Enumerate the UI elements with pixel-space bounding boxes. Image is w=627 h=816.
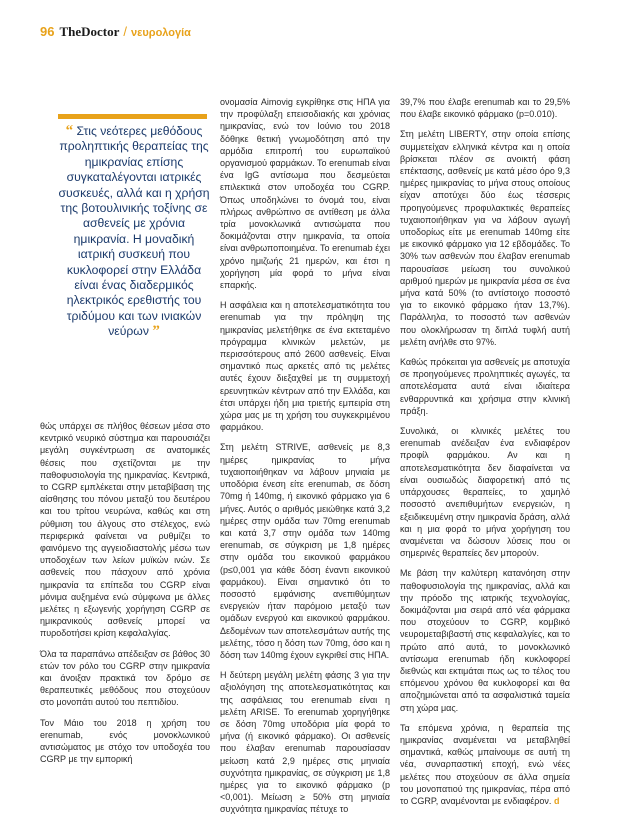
end-of-article-mark: d (553, 795, 560, 806)
paragraph: Η δεύτερη μεγάλη μελέτη φάσης 3 για την αξιολόγηση της αποτελεσματικότητας και της ασφάλειας του erenumab είναι η μελέτη ARISE. Το erenumab χορηγήθηκε σε δόση 70mg υποδόρια μία φορά το μήνα (ή εικονικό φάρμακο). Οι ασθενείς που έλαβαν erenumab παρουσίασαν μείωση κατά 2,9 ημέρες στις μηνιαία συχνότητα ημικρανίας, σε σύγκριση με 1,8 ημέρες για το εικονικό φάρμακο (p <0,001). Μείωση ≥ 50% στη μηνιαία συχνότητα ημικρανίας πέτυχε το (220, 670, 390, 815)
paragraph: 39,7% που έλαβε erenumab και το 29,5% που έλαβε εικονικό φάρμακο (p=0.010). (400, 97, 570, 120)
paragraph: ονομασία Aimovig εγκρίθηκε στις ΗΠΑ για την προφύλαξη επεισοδιακής και χρόνιας ημικρανίας, ενώ τον Ιούνιο του 2018 δόθηκε θετική γνωμοδότηση από την αρμόδια επιτροπή του ευρωπαϊκού οργανισμού φαρμάκων. Το erenumab είναι ένα IgG αντίσωμα που δεσμεύεται επιλεκτικά στον υποδοχέα του CGRP. Όπως υποδηλώνει το όνομά του, είναι πλήρως ανθρώπινο σε αντίθεση με άλλα τρία μονοκλωνικά αντισώματα που δοκιμάζονται στην ημικρανία, τα οποία είναι ανθρωποποιημένα. Το erenumab έχει χρόνο ημιζωής 21 ημερών, και έτσι η χορήγηση μία φορά το μήνα είναι επαρκής. (220, 97, 390, 291)
paragraph: Όλα τα παραπάνω απέδειξαν σε βάθος 30 ετών τον ρόλο του CGRP στην ημικρανία και άνοιξαν πρακτικά τον δρόμο σε θεραπευτικές μεθόδους που στοχεύουν στο μονοπάτι αυτού του πεπτιδίου. (40, 648, 210, 708)
paragraph: Στη μελέτη STRIVE, ασθενείς με 8,3 ημέρες ημικρανίας το μήνα τυχαιοποιήθηκαν να λάβουν μηνιαία με υποδόρια ένεση είτε erenumab, σε δόση 70mg ή 140mg, ή εικονικό φάρμακο για 6 μήνες. Αυτός ο αριθμός μειώθηκε κατά 3,2 ημέρες στην ομάδα των 70mg erenumab και κατά 3,7 στην ομάδα των 140mg erenumab, σε σύγκριση με 1,8 ημέρες στην ομάδα του εικονικού φαρμάκου (p≤0,001 για κάθε δόση έναντι εικονικού φαρμάκου). Είναι σημαντικό ότι το ποσοστό εμφάνισης ανεπιθύμητων ενεργειών ήταν παρόμοιο μεταξύ των ομάδων ενεργού και εικονικού φαρμάκου. Δεδομένων των αποτελεσμάτων αυτής της μελέτης, τόσο η δόση των 70mg, όσο και η δόση των 140mg έχουν εγκριθεί στις ΗΠΑ. (220, 442, 390, 660)
paragraph: Στη μελέτη LIBERTY, στην οποία επίσης συμμετείχαν ελληνικά κέντρα και η οποία βρίσκεται πλέον σε ανοικτή φάση επέκτασης, ασθενείς με κατά μέσο όρο 9,3 ημέρες ημικρανίας το μήνα στους οποίους είχαν αποτύχει δύο έως τέσσερις προηγούμενες προφυλακτικές θεραπείες τυχαιοποιήθηκαν για να λάβουν αγωγή υποδορίως είτε με erenumab 140mg είτε με εικονικό φάρμακο για 12 εβδομάδες. Το 30% των ασθενών που έλαβαν erenumab παρουσίασε μείωση του συνολικού αριθμού ημερών με ημικρανία μέσα σε ένα μήνα κατά 50% (το αντίστοιχο ποσοστό για το εικονικό φάρμακο ήταν 13,7%). Παράλληλα, το ποσοστό των ασθενών που ολοκλήρωσαν τη διπλά τυφλή αυτή μελέτη ανήλθε στο 97%. (400, 129, 570, 347)
paragraph: Η ασφάλεια και η αποτελεσματικότητα του erenumab για την πρόληψη της ημικρανίας μελετήθηκε σε ένα εκτεταμένο πρόγραμμα κλινικών μελετών, με περισσότερους από 2600 ασθενείς. Είναι σημαντικό πως αρκετές από τις μελέτες αυτές έχουν διεξαχθεί με τη συμμετοχή ερευνητικών κέντρων από την Ελλάδα, και έτσι υπάρχει ήδη μια τριετής εμπειρία στη χώρα μας με τη χρήση του συγκεκριμένου φαρμάκου. (220, 300, 390, 433)
article-column-1 (40, 420, 210, 795)
page-header (40, 24, 600, 44)
magazine-name: TheDoctor (59, 24, 120, 39)
pull-quote-rule (58, 114, 207, 119)
article-column-2 (220, 96, 390, 815)
page-number: 96 (40, 24, 55, 39)
section-name: νευρολογία (131, 27, 191, 39)
article-column-3 (400, 96, 570, 806)
paragraph: θώς υπάρχει σε πλήθος θέσεων μέσα στο κεντρικό νευρικό σύστημα και παρουσιάζει μεγάλη συγκέντρωση σε ανατομικές θέσεις που σχετίζονται με την παθοφυσιολογία της ημικρανίας. Κεντρικά, το CGRP εμπλέκεται στην μεταβίβαση της αίσθησης του πόνου μεταξύ του δευτέρου και του τρίτου νευρώνα, καθώς και στη ρύθμιση του άλγους στο στέλεχος, ενώ περιφερικά φαίνεται να ρυθμίζει το φαινόμενο της αγγειοδιαστολής μέσω των υποδοχέων των λείων μυϊκών ινών. Σε ασθενείς που πάσχουν από χρόνια ημικρανία τα επίπεδα του CGRP είναι μόνιμα αυξημένα ενώ σύμφωνα με άλλες μελέτες η εξωγενής χορήγηση CGRP σε ημικρανικούς ασθενείς μπορεί να πυροδοτήσει κρίση κεφαλαλγίας. (40, 421, 210, 639)
paragraph: Με βάση την καλύτερη κατανόηση στην παθοφυσιολογία της ημικρανίας, αλλά και την πρόοδο της ιατρικής τεχνολογίας, δοκιμάζονται μια σειρά από νέα φάρμακα που στοχεύουν το CGRP, κομβικό νευρομεταβιβαστή στις κεφαλαλγίες, και το πρώτο από αυτά, το μονοκλωνικό αντίσωμα erenumab ήδη κυκλοφορεί διεθνώς και εκτιμάται πως ως το τέλος του επόμενου χρόνου θα κυκλοφορεί και θα αποζημιώνεται από τα ασφαλιστικά ταμεία στη χώρα μας. (400, 568, 570, 713)
paragraph: Συνολικά, οι κλινικές μελέτες του erenumab ανέδειξαν ένα ενδιαφέρον προφίλ φαρμάκου. Αν και η αποτελεσματικότητα δεν διαφαίνεται να είναι ουσιωδώς διαφορετική από τις υπάρχουσες θεραπείες, το χαμηλό ποσοστό ανεπιθυμήτων ενεργειών, η εξειδικευμένη στην ημικρανία δράση, αλλά και η μια φορά το μήνα χορήγηση του αναμένεται να δώσουν λύσεις που οι σημερινές θεραπείες δεν μπορούν. (400, 426, 570, 559)
paragraph: Καθώς πρόκειται για ασθενείς με αποτυχία σε προηγούμενες προληπτικές αγωγές, τα αποτελέσματα αυτά είναι ιδιαίτερα ενθαρρυντικά και χρήσιμα στην κλινική πράξη. (400, 357, 570, 416)
paragraph: Τον Μάιο του 2018 η χρήση του erenumab, ενός μονοκλωνικού αντισώματος με στόχο τον υποδοχέα του CGRP με την εμπορική (40, 717, 210, 765)
pull-quote (58, 124, 210, 408)
paragraph (400, 722, 570, 807)
quote-open-mark: “ (65, 123, 74, 139)
pull-quote-text: Στις νεότερες μεθόδους προληπτικής θεραπείας της ημικρανίας επίσης συγκαταλέγονται ιατρικές συσκευές, αλλά και η χρήση της βοτουλινικής τοξίνης σε ασθενείς με χρόνια ημικρανία. Η μοναδική ιατρική συσκευή που κυκλοφορεί στην Ελλάδα είναι ένας διαδερμικός ηλεκτρικός ερεθιστής του τριδύμου και των ινιακών νεύρων (58, 124, 210, 339)
quote-close-mark: ” (152, 323, 160, 340)
paragraph-text: Τα επόμενα χρόνια, η θεραπεία της ημικρανίας αναμένεται να μεταβληθεί σημαντικά, καθώς μπαίνουμε σε αυτή τη νέα, συναρπαστική εποχή, ενώ νέες μελέτες που στοχεύουν σε άλλα σημεία του μονοπατιού της ημικρανίας, πέρα από το CGRP, αναμένονται με ενδιαφέρον. (400, 722, 570, 806)
header-separator: / (123, 24, 128, 39)
